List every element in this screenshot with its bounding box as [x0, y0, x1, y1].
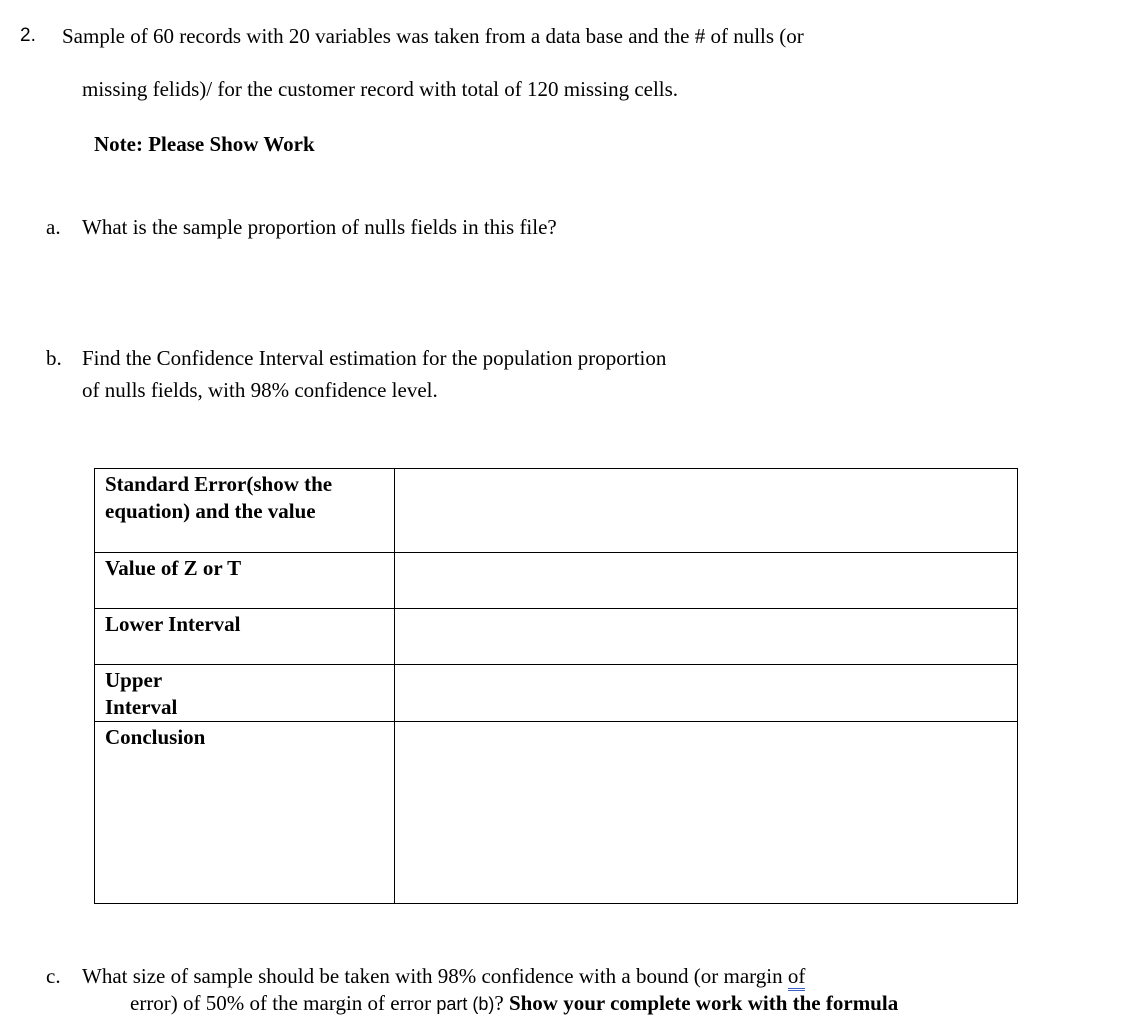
note-heading: Note: Please Show Work	[94, 132, 315, 156]
table-row	[95, 722, 1018, 904]
upper-interval-label: Upper Interval	[95, 665, 395, 722]
question-text-line1: Sample of 60 records with 20 variables was taken from a data base and the # of nulls (or	[62, 24, 804, 48]
part-c-text-line2	[130, 991, 898, 1016]
table-row	[95, 665, 1018, 722]
z-or-t-label: Value of Z or T	[95, 553, 395, 609]
part-c-part-ref: part (b)	[436, 994, 495, 1014]
part-c-underlined-word: of	[788, 964, 806, 991]
part-c-text-line1	[82, 964, 805, 988]
part-a-text: What is the sample proportion of nulls fields in this file?	[82, 215, 557, 239]
part-b-text-line2: of nulls fields, with 98% confidence level.	[82, 378, 438, 402]
upper-interval-answer-cell[interactable]	[395, 665, 1018, 722]
table-row	[95, 553, 1018, 609]
conclusion-answer-cell[interactable]	[395, 722, 1018, 904]
lower-interval-label: Lower Interval	[95, 609, 395, 665]
question-text-line2: missing felids)/ for the customer record with total of 120 missing cells.	[82, 77, 679, 101]
part-c-line1-text: What size of sample should be taken with 98% confidence with a bound (or margin	[82, 964, 788, 988]
part-c-marker: c.	[46, 964, 61, 988]
part-c-instruction: Show your complete work with the formula	[508, 991, 899, 1015]
question-number: 2.	[20, 25, 36, 46]
part-c-line2-prefix: error) of 50% of the margin of error	[130, 991, 437, 1015]
lower-interval-answer-cell[interactable]	[395, 609, 1018, 665]
part-b-text-line1: Find the Confidence Interval estimation for the population proportion	[82, 346, 667, 370]
answer-table	[94, 468, 1018, 904]
conclusion-label: Conclusion	[95, 722, 395, 904]
table-row	[95, 609, 1018, 665]
standard-error-label: Standard Error(show the equation) and the value	[95, 469, 395, 553]
table-row	[95, 469, 1018, 553]
standard-error-answer-cell[interactable]	[395, 469, 1018, 553]
z-or-t-answer-cell[interactable]	[395, 553, 1018, 609]
part-a-marker: a.	[46, 215, 61, 239]
part-c-question-mark: ?	[494, 991, 509, 1015]
part-b-marker: b.	[46, 346, 62, 370]
